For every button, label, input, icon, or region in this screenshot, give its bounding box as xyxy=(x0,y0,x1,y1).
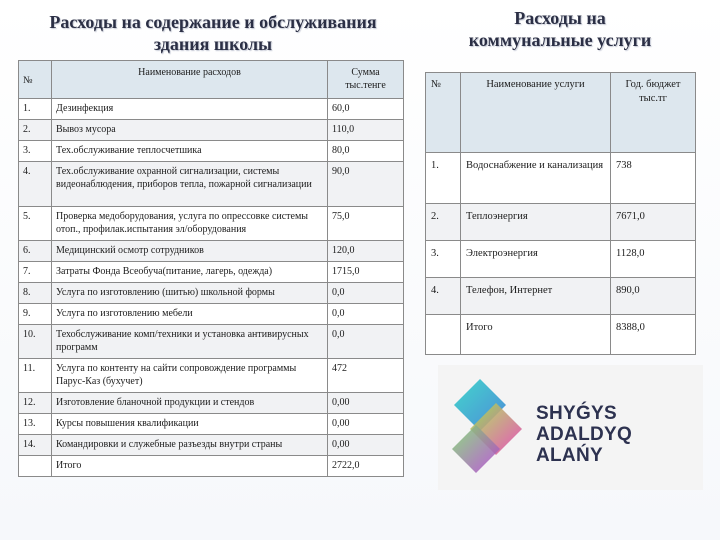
expenses-title xyxy=(18,11,408,55)
expenses-table xyxy=(18,60,404,477)
row-num: 11. xyxy=(19,359,52,393)
row-sum: 8388,0 xyxy=(611,315,696,355)
table-row xyxy=(19,435,404,456)
row-sum: 1715,0 xyxy=(328,262,404,283)
row-name: Вывоз мусора xyxy=(52,120,328,141)
total-row xyxy=(426,315,696,355)
row-num: 4. xyxy=(426,278,461,315)
row-sum: 890,0 xyxy=(611,278,696,315)
row-num: 13. xyxy=(19,414,52,435)
row-sum: 2722,0 xyxy=(328,456,404,477)
row-sum: 7671,0 xyxy=(611,204,696,241)
row-name: Итого xyxy=(461,315,611,355)
utilities-title xyxy=(430,7,690,51)
logo xyxy=(438,365,703,490)
row-num: 3. xyxy=(19,141,52,162)
row-num: 12. xyxy=(19,393,52,414)
logo-line1: SHYǴYS xyxy=(536,403,617,424)
utilities-title-line2: коммунальные услуги xyxy=(468,30,652,50)
utilities-table xyxy=(425,72,696,355)
row-name: Командировки и служебные разъезды внутри страны xyxy=(52,435,328,456)
row-sum: 80,0 xyxy=(328,141,404,162)
header-name: Наименование расходов xyxy=(52,61,328,99)
table-row xyxy=(19,304,404,325)
table-row xyxy=(19,414,404,435)
row-num: 1. xyxy=(19,99,52,120)
utilities-header-row xyxy=(426,73,696,153)
table-row xyxy=(19,325,404,359)
row-sum: 0,00 xyxy=(328,414,404,435)
row-num: 10. xyxy=(19,325,52,359)
row-name: Услуга по изготовлению (шитью) школьной формы xyxy=(52,283,328,304)
expenses-title-line2: здания школы xyxy=(153,34,273,54)
header-sum: Сумма тыс.тенге xyxy=(328,61,404,99)
row-num: 4. xyxy=(19,162,52,207)
row-name: Затраты Фонда Всеобуча(питание, лагерь, одежда) xyxy=(52,262,328,283)
row-num: 3. xyxy=(426,241,461,278)
table-row xyxy=(19,120,404,141)
expenses-header-row xyxy=(19,61,404,99)
row-name: Водоснабжение и канализация xyxy=(461,153,611,204)
expenses-title-line1: Расходы на содержание и обслуживания xyxy=(49,12,377,32)
row-name: Изготовление бланочной продукции и стендов xyxy=(52,393,328,414)
table-row xyxy=(19,359,404,393)
row-num: 14. xyxy=(19,435,52,456)
table-row xyxy=(426,153,696,204)
row-num xyxy=(19,456,52,477)
total-row xyxy=(19,456,404,477)
row-name: Электроэнергия xyxy=(461,241,611,278)
row-sum: 90,0 xyxy=(328,162,404,207)
header-num: № xyxy=(426,73,461,153)
logo-mark-icon xyxy=(450,375,528,479)
logo-text xyxy=(536,403,703,466)
table-row xyxy=(19,241,404,262)
row-num: 2. xyxy=(19,120,52,141)
header-num: № xyxy=(19,61,52,99)
utilities-title-line1: Расходы на xyxy=(514,8,606,28)
row-sum: 472 xyxy=(328,359,404,393)
row-name: Медицинский осмотр сотрудников xyxy=(52,241,328,262)
row-sum: 120,0 xyxy=(328,241,404,262)
row-name: Услуга по изготовлению мебели xyxy=(52,304,328,325)
table-row xyxy=(426,278,696,315)
header-sum: Год. бюджет тыс.тг xyxy=(611,73,696,153)
logo-line2: ADALDYQ ALAŃY xyxy=(536,424,633,466)
table-row xyxy=(19,99,404,120)
row-name: Итого xyxy=(52,456,328,477)
row-num: 5. xyxy=(19,207,52,241)
row-num xyxy=(426,315,461,355)
row-name: Курсы повышения квалификации xyxy=(52,414,328,435)
row-name: Теплоэнергия xyxy=(461,204,611,241)
row-num: 2. xyxy=(426,204,461,241)
row-sum: 0,00 xyxy=(328,393,404,414)
table-row xyxy=(19,162,404,207)
row-sum: 0,0 xyxy=(328,283,404,304)
row-num: 6. xyxy=(19,241,52,262)
table-row xyxy=(19,262,404,283)
row-sum: 738 xyxy=(611,153,696,204)
row-num: 1. xyxy=(426,153,461,204)
row-name: Проверка медоборудования, услуга по опрессовке системы отоп., профилак.испытания эл/оборудования xyxy=(52,207,328,241)
row-name: Тех.обслуживание теплосчетшика xyxy=(52,141,328,162)
table-row xyxy=(426,204,696,241)
table-row xyxy=(19,393,404,414)
table-row xyxy=(19,141,404,162)
row-name: Услуга по контенту на сайти сопровождение программы Парус-Каз (бухучет) xyxy=(52,359,328,393)
row-sum: 110,0 xyxy=(328,120,404,141)
row-name: Телефон, Интернет xyxy=(461,278,611,315)
table-row xyxy=(19,207,404,241)
row-name: Дезинфекция xyxy=(52,99,328,120)
table-row xyxy=(426,241,696,278)
row-name: Техобслуживание комп/техники и установка антивирусных программ xyxy=(52,325,328,359)
row-num: 9. xyxy=(19,304,52,325)
row-sum: 75,0 xyxy=(328,207,404,241)
header-name: Наименование услуги xyxy=(461,73,611,153)
row-name: Тех.обслуживание охранной сигнализации, системы видеонаблюдения, приборов тепла, пожарной сигнализации xyxy=(52,162,328,207)
row-sum: 1128,0 xyxy=(611,241,696,278)
row-sum: 0,0 xyxy=(328,325,404,359)
table-row xyxy=(19,283,404,304)
row-num: 7. xyxy=(19,262,52,283)
row-sum: 0,00 xyxy=(328,435,404,456)
row-num: 8. xyxy=(19,283,52,304)
row-sum: 0,0 xyxy=(328,304,404,325)
row-sum: 60,0 xyxy=(328,99,404,120)
